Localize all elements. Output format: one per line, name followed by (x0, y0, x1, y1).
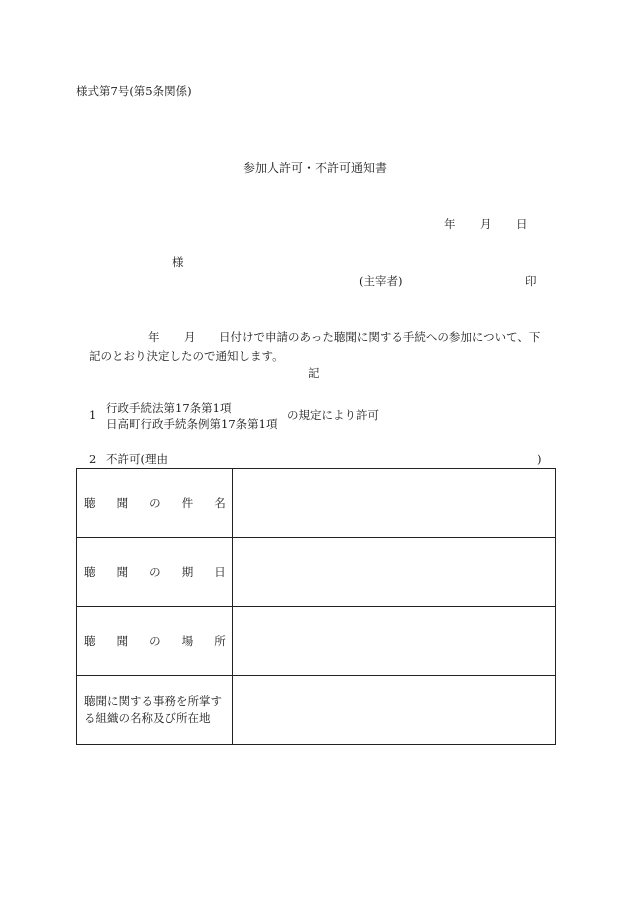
table-row (77, 607, 556, 676)
item2-number: 2 (89, 452, 97, 466)
date-day-label: 日 (516, 217, 528, 231)
table-row (77, 469, 556, 538)
table-row (77, 538, 556, 607)
organization-field[interactable] (232, 676, 555, 745)
label-char: の (149, 634, 161, 648)
label-char: 聞 (116, 565, 129, 579)
hearing-info-table (76, 468, 556, 745)
label-char: 聴 (84, 634, 96, 648)
label-char: 聴 (84, 496, 96, 510)
organization-label-line2: る組織の名称及び所在地 (84, 711, 211, 725)
hearing-date-field[interactable] (232, 538, 555, 607)
label-char: 名 (214, 496, 226, 510)
date-year-label: 年 (444, 217, 456, 231)
label-char: 場 (181, 634, 194, 648)
label-char: 聞 (116, 496, 129, 510)
document-title: 参加人許可・不許可通知書 (242, 161, 387, 175)
label-char: 所 (214, 634, 226, 648)
table-row (77, 676, 556, 745)
hearing-place-field[interactable] (232, 607, 555, 676)
item1-number: 1 (89, 408, 97, 422)
label-char: 件 (181, 496, 194, 510)
hearing-place-label (77, 607, 233, 676)
ki-heading: 記 (308, 366, 320, 380)
label-char: の (149, 565, 161, 579)
form-number: 様式第7号(第5条関係) (76, 84, 192, 98)
label-char: 聞 (116, 634, 129, 648)
item2-close-paren: ) (537, 452, 542, 466)
item1-law-town: 日高町行政手続条例第17条第1項 (106, 417, 278, 431)
body-month-label: 月 (184, 330, 196, 344)
seal-mark: 印 (525, 274, 537, 288)
hearing-date-label (77, 538, 233, 607)
hearing-subject-label (77, 469, 233, 538)
body-year-label: 年 (148, 330, 160, 344)
organizer-label: (主宰者) (359, 274, 403, 288)
date-month-label: 月 (480, 217, 492, 231)
label-char: 聴 (84, 565, 96, 579)
label-char: の (149, 496, 161, 510)
item1-law-national: 行政手続法第17条第1項 (106, 401, 232, 415)
label-char: 日 (214, 565, 226, 579)
label-char: 期 (181, 565, 194, 579)
organization-label-line1: 聴聞に関する事務を所掌す (84, 694, 222, 708)
item2-refusal-text: 不許可(理由 (106, 452, 168, 466)
hearing-subject-field[interactable] (232, 469, 555, 538)
body-text-line2: 記のとおり決定したので通知します。 (89, 349, 284, 363)
item1-permit-text: の規定により許可 (287, 408, 379, 422)
organization-label (77, 676, 233, 745)
addressee-suffix: 様 (172, 255, 184, 269)
body-text-line1: 日付けで申請のあった聴聞に関する手続への参加について、下 (219, 330, 541, 344)
